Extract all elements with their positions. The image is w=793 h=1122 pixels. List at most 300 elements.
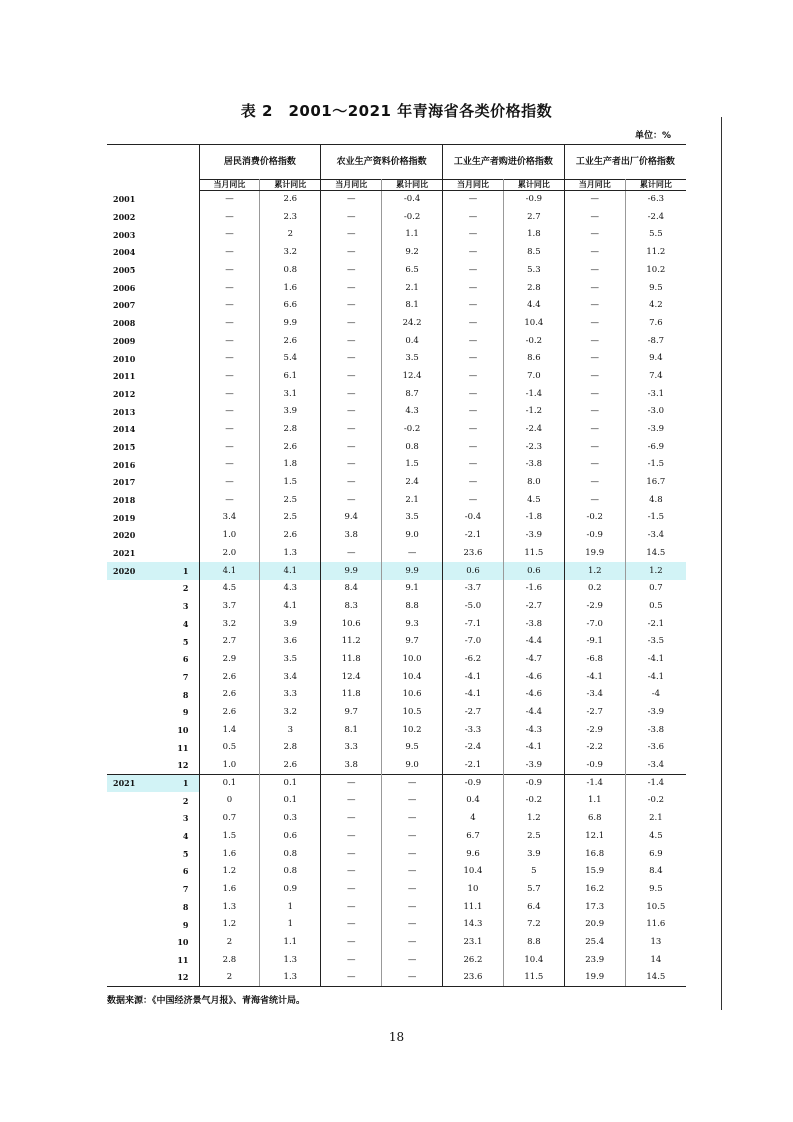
cell-value: 24.2 [382, 314, 443, 332]
cell-value: — [382, 827, 443, 845]
table-row [107, 898, 686, 916]
table-row [107, 739, 686, 757]
cell-value: — [443, 456, 504, 474]
cell-value: — [443, 244, 504, 262]
cell-value: -8.7 [647, 335, 665, 346]
cell-value: 0.8 [382, 438, 443, 456]
row-year: 2009 [113, 335, 136, 346]
cell-value: -2.4 [503, 420, 564, 438]
cell-value: -4.4 [503, 633, 564, 651]
row-month [153, 332, 199, 350]
row-year: 2006 [113, 282, 136, 293]
row-year: 2001 [113, 194, 136, 205]
row-year [107, 916, 153, 934]
table-row [107, 332, 686, 350]
cell-value: 10.6 [321, 615, 382, 633]
cell-value: -0.2 [503, 332, 564, 350]
row-month: 2 [153, 792, 199, 810]
table-row [107, 314, 686, 332]
cell-value: 2.3 [260, 208, 321, 226]
table-row [107, 420, 686, 438]
row-year [107, 969, 153, 987]
table-row [107, 544, 686, 562]
cell-value: 10.4 [443, 863, 504, 881]
cell-value: — [564, 332, 625, 350]
cell-value: 0.8 [260, 845, 321, 863]
row-year: 2014 [113, 424, 136, 435]
row-month [153, 403, 199, 421]
cell-value: 0.7 [199, 810, 260, 828]
cell-value: 9.9 [260, 314, 321, 332]
cell-value: — [564, 367, 625, 385]
cell-value: — [564, 208, 625, 226]
cell-value: 2.6 [260, 438, 321, 456]
cell-value: 1.3 [260, 951, 321, 969]
cell-value: 12.4 [382, 367, 443, 385]
cell-value: 3.1 [260, 385, 321, 403]
cell-value: 16.7 [646, 477, 666, 488]
cell-value: 10.4 [503, 951, 564, 969]
cell-value: — [443, 314, 504, 332]
table-row [107, 580, 686, 598]
cell-value: 0.2 [564, 580, 625, 598]
cell-value: 3.2 [199, 615, 260, 633]
row-year [107, 880, 153, 898]
cell-value: 8.8 [382, 597, 443, 615]
subheader-monthly: 当月同比 [199, 180, 260, 191]
cell-value: -2.4 [443, 739, 504, 757]
cell-value: -0.2 [564, 509, 625, 527]
row-year [107, 703, 153, 721]
cell-value: 16.2 [564, 880, 625, 898]
cell-value: 5 [503, 863, 564, 881]
cell-value: — [199, 208, 260, 226]
cell-value: 1.1 [382, 226, 443, 244]
cell-value: 2.9 [199, 650, 260, 668]
cell-value: 2.7 [199, 633, 260, 651]
cell-value: — [321, 350, 382, 368]
cell-value: -3.9 [503, 757, 564, 775]
cell-value: 3.5 [382, 509, 443, 527]
cell-value: -2.3 [503, 438, 564, 456]
row-year: 2007 [113, 300, 136, 311]
table-row [107, 792, 686, 810]
row-month [153, 314, 199, 332]
cell-value: 2.0 [199, 544, 260, 562]
cell-value: 0.1 [260, 792, 321, 810]
cell-value: — [199, 332, 260, 350]
row-month: 6 [153, 863, 199, 881]
cell-value: — [443, 491, 504, 509]
table-row [107, 456, 686, 474]
row-month [153, 244, 199, 262]
cell-value: — [564, 420, 625, 438]
cell-value: 10.2 [646, 264, 666, 275]
cell-value: — [199, 438, 260, 456]
cell-value: 1.1 [260, 933, 321, 951]
cell-value: — [564, 261, 625, 279]
cell-value: — [443, 438, 504, 456]
subheader-cumulative: 累计同比 [382, 180, 443, 191]
cell-value: — [199, 420, 260, 438]
cell-value: — [321, 792, 382, 810]
table-row [107, 845, 686, 863]
row-month: 5 [153, 633, 199, 651]
cell-value: 1.6 [199, 845, 260, 863]
cell-value: — [321, 933, 382, 951]
cell-value: 11.1 [443, 898, 504, 916]
cell-value: 8.6 [503, 350, 564, 368]
table-row [107, 774, 686, 792]
cell-value: 2.1 [382, 491, 443, 509]
cell-value: 4.3 [260, 580, 321, 598]
cell-value: 23.9 [564, 951, 625, 969]
row-month: 12 [153, 969, 199, 987]
cell-value: 11.8 [321, 650, 382, 668]
cell-value: -0.2 [503, 792, 564, 810]
cell-value: 6.4 [503, 898, 564, 916]
cell-value: — [321, 845, 382, 863]
cell-value: — [564, 403, 625, 421]
cell-value: 5.5 [649, 229, 663, 240]
cell-value: — [199, 350, 260, 368]
subheader-monthly: 当月同比 [443, 180, 504, 191]
cell-value: — [382, 774, 443, 792]
cell-value: 3.9 [503, 845, 564, 863]
cell-value: 0.6 [443, 562, 504, 580]
cell-value: -4.1 [647, 671, 665, 682]
cell-value: -1.4 [625, 774, 686, 792]
cell-value: -4.1 [503, 739, 564, 757]
subheader-cumulative: 累计同比 [625, 180, 686, 191]
cell-value: 9.5 [382, 739, 443, 757]
cell-value: 0.6 [260, 827, 321, 845]
cell-value: -3.4 [647, 759, 665, 770]
row-year [107, 633, 153, 651]
row-month [153, 544, 199, 562]
cell-value: 3.8 [321, 757, 382, 775]
cell-value: 8.4 [649, 866, 663, 877]
cell-value: 2.6 [199, 703, 260, 721]
cell-value: -3.3 [443, 721, 504, 739]
cell-value: 10 [443, 880, 504, 898]
cell-value: — [564, 314, 625, 332]
cell-value: — [321, 279, 382, 297]
cell-value: 2.8 [260, 739, 321, 757]
cell-value: 6.9 [649, 848, 663, 859]
cell-value: 2.6 [260, 191, 321, 209]
row-year [107, 898, 153, 916]
cell-value: -6.2 [443, 650, 504, 668]
cell-value: — [199, 244, 260, 262]
table-row [107, 757, 686, 775]
cell-value: -0.9 [503, 774, 564, 792]
cell-value: 23.6 [443, 544, 504, 562]
row-year [107, 792, 153, 810]
cell-value: 0.5 [199, 739, 260, 757]
cell-value: — [321, 863, 382, 881]
table-row [107, 367, 686, 385]
cell-value: 3.7 [199, 597, 260, 615]
cell-value: 9.0 [382, 527, 443, 545]
cell-value: 1.2 [199, 863, 260, 881]
cell-value: — [321, 880, 382, 898]
cell-value: 9.6 [443, 845, 504, 863]
cell-value: -3.9 [647, 707, 665, 718]
cell-value: — [321, 916, 382, 934]
cell-value: 2 [260, 226, 321, 244]
row-year: 2011 [113, 371, 136, 382]
row-month: 1 [153, 562, 199, 580]
cell-value: -6.9 [647, 441, 665, 452]
cell-value: — [564, 350, 625, 368]
cell-value: — [382, 845, 443, 863]
table-row [107, 721, 686, 739]
table-row [107, 686, 686, 704]
cell-value: 0.8 [260, 261, 321, 279]
cell-value: — [321, 491, 382, 509]
cell-value: 3.4 [199, 509, 260, 527]
row-year: 2010 [113, 353, 136, 364]
row-month: 5 [153, 845, 199, 863]
cell-value: 13 [650, 936, 662, 947]
row-month: 6 [153, 650, 199, 668]
row-month: 8 [153, 898, 199, 916]
row-year: 2002 [113, 212, 136, 223]
row-year: 2012 [113, 388, 136, 399]
cell-value: 1.8 [260, 456, 321, 474]
table-row [107, 951, 686, 969]
cell-value: — [321, 827, 382, 845]
cell-value: — [382, 792, 443, 810]
cell-value: — [382, 969, 443, 987]
table-row [107, 226, 686, 244]
cell-value: 2.1 [649, 813, 663, 824]
row-year: 2019 [113, 512, 136, 523]
cell-value: 14 [650, 954, 662, 965]
cell-value: -3.6 [647, 742, 665, 753]
cell-value: — [199, 314, 260, 332]
cell-value: 3 [260, 721, 321, 739]
row-month [153, 261, 199, 279]
row-year [107, 721, 153, 739]
cell-value: 10.0 [382, 650, 443, 668]
cell-value: 11.6 [646, 919, 666, 930]
row-year [107, 615, 153, 633]
cell-value: -3.0 [647, 406, 665, 417]
cell-value: 11.5 [503, 969, 564, 987]
cell-value: -3.4 [564, 686, 625, 704]
row-month: 8 [153, 686, 199, 704]
cell-value: — [382, 810, 443, 828]
cell-value: -3.7 [443, 580, 504, 598]
cell-value: -6.8 [564, 650, 625, 668]
cell-value: — [321, 314, 382, 332]
cell-value: 2.4 [382, 474, 443, 492]
cell-value: -2.4 [647, 211, 665, 222]
cell-value: -5.0 [443, 597, 504, 615]
cell-value: 1.1 [564, 792, 625, 810]
cell-value: 8.8 [503, 933, 564, 951]
cell-value: -4.1 [443, 686, 504, 704]
table-row [107, 244, 686, 262]
subheader-monthly: 当月同比 [564, 180, 625, 191]
row-month [153, 527, 199, 545]
table-row [107, 527, 686, 545]
cell-value: 2.6 [260, 332, 321, 350]
cell-value: 6.6 [260, 297, 321, 315]
price-index-table [107, 144, 686, 987]
cell-value: 25.4 [564, 933, 625, 951]
cell-value: 14.5 [625, 969, 686, 987]
cell-value: 0 [199, 792, 260, 810]
cell-value: — [199, 385, 260, 403]
row-year: 2004 [113, 247, 136, 258]
cell-value: 2.6 [260, 527, 321, 545]
row-month: 12 [153, 757, 199, 775]
cell-value: 12.4 [321, 668, 382, 686]
cell-value: — [321, 438, 382, 456]
subheader-cumulative: 累计同比 [260, 180, 321, 191]
cell-value: -4.6 [503, 668, 564, 686]
cell-value: 3.4 [260, 668, 321, 686]
cell-value: — [199, 456, 260, 474]
cell-value: 16.8 [564, 845, 625, 863]
cell-value: 11.2 [646, 247, 666, 258]
cell-value: 26.2 [443, 951, 504, 969]
cell-value: -3.4 [647, 530, 665, 541]
cell-value: 23.1 [443, 933, 504, 951]
cell-value: — [443, 297, 504, 315]
cell-value: — [382, 898, 443, 916]
cell-value: 8.7 [382, 385, 443, 403]
cell-value: — [321, 898, 382, 916]
cell-value: -3.9 [503, 527, 564, 545]
cell-value: 2 [199, 969, 260, 987]
cell-value: 3.3 [260, 686, 321, 704]
table-row [107, 509, 686, 527]
cell-value: 3.9 [260, 403, 321, 421]
source-note: 数据来源：《中国经济景气月报》、青海省统计局。 [107, 996, 306, 1006]
cell-value: — [443, 403, 504, 421]
cell-value: 5.4 [260, 350, 321, 368]
cell-value: — [443, 420, 504, 438]
row-year [107, 739, 153, 757]
cell-value: 3.2 [260, 703, 321, 721]
cell-value: -7.0 [564, 615, 625, 633]
cell-value: 19.9 [564, 969, 625, 987]
cell-value: — [321, 544, 382, 562]
cell-value: -2.9 [564, 721, 625, 739]
row-month: 4 [153, 615, 199, 633]
cell-value: -0.9 [503, 191, 564, 209]
row-year [107, 597, 153, 615]
table-row [107, 933, 686, 951]
header-agri-input: 农业生产资料价格指数 [321, 145, 443, 180]
table-row [107, 491, 686, 509]
unit-label: 单位：% [634, 131, 671, 141]
cell-value: 14.5 [646, 547, 666, 558]
cell-value: -4.1 [647, 653, 665, 664]
cell-value: -7.1 [443, 615, 504, 633]
table-row [107, 297, 686, 315]
cell-value: 12.1 [564, 827, 625, 845]
row-year: 2003 [113, 229, 136, 240]
cell-value: — [382, 880, 443, 898]
cell-value: 6.8 [564, 810, 625, 828]
cell-value: — [564, 244, 625, 262]
subheader-monthly: 当月同比 [321, 180, 382, 191]
table-row [107, 633, 686, 651]
cell-value: 4.5 [649, 830, 663, 841]
row-month [153, 226, 199, 244]
cell-value: 3.5 [382, 350, 443, 368]
cell-value: — [443, 226, 504, 244]
cell-value: 4.8 [649, 494, 663, 505]
table-row [107, 703, 686, 721]
row-month [153, 456, 199, 474]
cell-value: -3.1 [647, 388, 665, 399]
cell-value: — [321, 208, 382, 226]
table-row [107, 385, 686, 403]
cell-value: 9.9 [382, 562, 443, 580]
row-year: 2005 [113, 265, 136, 276]
row-month [153, 474, 199, 492]
row-month: 4 [153, 827, 199, 845]
row-year [107, 757, 153, 775]
table-row [107, 597, 686, 615]
row-month: 10 [153, 721, 199, 739]
cell-value: 9.1 [382, 580, 443, 598]
cell-value: — [199, 261, 260, 279]
cell-value: — [382, 863, 443, 881]
cell-value: — [321, 420, 382, 438]
cell-value: — [443, 474, 504, 492]
cell-value: -6.3 [647, 194, 665, 205]
cell-value: — [321, 810, 382, 828]
cell-value: — [564, 191, 625, 209]
row-month [153, 438, 199, 456]
table-row [107, 438, 686, 456]
table-row [107, 668, 686, 686]
cell-value: -4.3 [503, 721, 564, 739]
cell-value: 8.5 [503, 244, 564, 262]
cell-value: 2.8 [199, 951, 260, 969]
cell-value: 1.4 [199, 721, 260, 739]
cell-value: 10.4 [503, 314, 564, 332]
row-month [153, 279, 199, 297]
cell-value: -9.1 [564, 633, 625, 651]
cell-value: 7.2 [503, 916, 564, 934]
cell-value: 6.1 [260, 367, 321, 385]
cell-value: -1.5 [647, 512, 665, 523]
cell-value: 0.4 [443, 792, 504, 810]
row-month [153, 350, 199, 368]
cell-value: 3.6 [260, 633, 321, 651]
cell-value: -3.8 [503, 456, 564, 474]
cell-value: 9.9 [321, 562, 382, 580]
row-year: 2015 [113, 441, 136, 452]
cell-value: — [321, 951, 382, 969]
cell-value: — [564, 456, 625, 474]
row-month: 10 [153, 933, 199, 951]
table-row [107, 810, 686, 828]
cell-value: -2.1 [647, 618, 665, 629]
header-corner [107, 145, 199, 191]
cell-value: -1.5 [647, 459, 665, 470]
cell-value: 1.0 [199, 527, 260, 545]
cell-value: 2.8 [503, 279, 564, 297]
